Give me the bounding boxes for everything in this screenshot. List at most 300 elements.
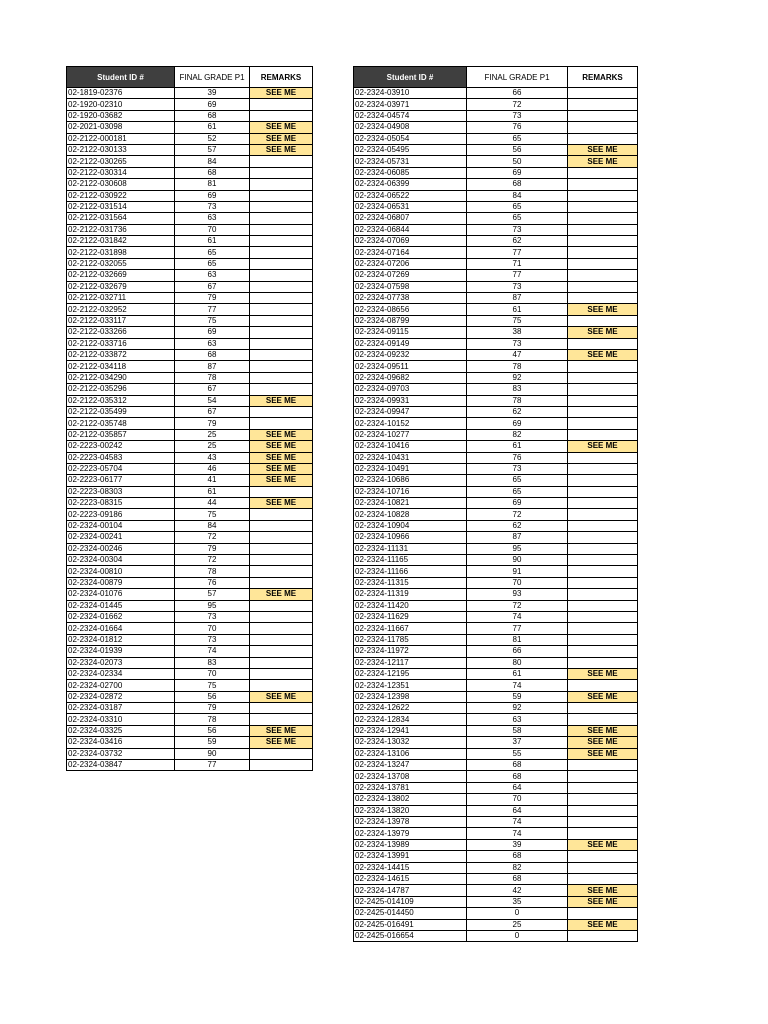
remarks-cell xyxy=(568,589,638,600)
table-row xyxy=(354,236,638,247)
remarks-cell xyxy=(250,418,313,429)
final-grade-cell: 73 xyxy=(467,110,568,121)
remarks-cell xyxy=(568,88,638,99)
final-grade-cell: 73 xyxy=(175,201,250,212)
table-row xyxy=(354,862,638,873)
final-grade-cell: 68 xyxy=(175,167,250,178)
final-grade-cell: 68 xyxy=(467,851,568,862)
table-row xyxy=(67,475,313,486)
table-row xyxy=(354,885,638,896)
student-id-cell: 02-1920-02310 xyxy=(67,99,175,110)
table-row xyxy=(67,532,313,543)
student-id-cell: 02-2324-07206 xyxy=(354,258,467,269)
remarks-cell xyxy=(250,315,313,326)
remarks-cell: SEE ME xyxy=(568,839,638,850)
student-id-cell: 02-2122-032952 xyxy=(67,304,175,315)
student-id-cell: 02-2324-13106 xyxy=(354,748,467,759)
remarks-cell: SEE ME xyxy=(568,144,638,155)
remarks-cell xyxy=(250,486,313,497)
table-row xyxy=(67,429,313,440)
table-row xyxy=(354,646,638,657)
table-body-right xyxy=(354,88,638,942)
final-grade-cell: 39 xyxy=(467,839,568,850)
student-id-cell: 02-2425-016491 xyxy=(354,919,467,930)
remarks-cell xyxy=(568,372,638,383)
remarks-cell xyxy=(568,532,638,543)
student-id-cell: 02-2324-10686 xyxy=(354,475,467,486)
final-grade-cell: 87 xyxy=(467,532,568,543)
final-grade-cell: 84 xyxy=(175,520,250,531)
remarks-cell xyxy=(568,623,638,634)
final-grade-cell: 56 xyxy=(175,725,250,736)
final-grade-cell: 66 xyxy=(467,646,568,657)
student-id-cell: 02-2324-07269 xyxy=(354,270,467,281)
remarks-cell: SEE ME xyxy=(250,475,313,486)
final-grade-cell: 83 xyxy=(467,384,568,395)
final-grade-cell: 64 xyxy=(467,782,568,793)
student-id-cell: 02-2324-14787 xyxy=(354,885,467,896)
final-grade-cell: 76 xyxy=(467,452,568,463)
final-grade-cell: 61 xyxy=(467,304,568,315)
student-id-cell: 02-2324-05054 xyxy=(354,133,467,144)
remarks-cell xyxy=(568,315,638,326)
student-id-cell: 02-2122-031564 xyxy=(67,213,175,224)
student-id-cell: 02-2324-09931 xyxy=(354,395,467,406)
table-row xyxy=(67,190,313,201)
student-id-cell: 02-2324-04908 xyxy=(354,122,467,133)
table-row xyxy=(354,817,638,828)
student-id-cell: 02-2324-02073 xyxy=(67,657,175,668)
remarks-cell: SEE ME xyxy=(250,589,313,600)
remarks-cell xyxy=(568,281,638,292)
remarks-cell xyxy=(568,406,638,417)
final-grade-cell: 67 xyxy=(175,384,250,395)
student-id-cell: 02-2122-034290 xyxy=(67,372,175,383)
table-row xyxy=(67,236,313,247)
student-id-cell: 02-2324-11131 xyxy=(354,543,467,554)
student-id-cell: 02-2324-10491 xyxy=(354,463,467,474)
student-id-cell: 02-2324-04574 xyxy=(354,110,467,121)
remarks-cell xyxy=(568,99,638,110)
final-grade-cell: 81 xyxy=(467,634,568,645)
student-id-cell: 02-2122-030608 xyxy=(67,179,175,190)
final-grade-cell: 61 xyxy=(467,668,568,679)
student-id-cell: 02-2122-035499 xyxy=(67,406,175,417)
table-row xyxy=(67,668,313,679)
remarks-cell xyxy=(250,714,313,725)
table-row xyxy=(354,851,638,862)
table-row xyxy=(67,543,313,554)
remarks-cell xyxy=(568,714,638,725)
table-row xyxy=(67,281,313,292)
final-grade-cell: 82 xyxy=(467,429,568,440)
remarks-cell xyxy=(568,543,638,554)
student-id-cell: 02-2122-030133 xyxy=(67,144,175,155)
table-row xyxy=(354,179,638,190)
remarks-cell: SEE ME xyxy=(568,885,638,896)
final-grade-cell: 75 xyxy=(175,315,250,326)
remarks-cell xyxy=(250,543,313,554)
remarks-cell xyxy=(250,668,313,679)
remarks-cell xyxy=(568,247,638,258)
remarks-cell xyxy=(250,703,313,714)
final-grade-cell: 57 xyxy=(175,144,250,155)
table-row xyxy=(354,623,638,634)
student-id-cell: 02-2324-03971 xyxy=(354,99,467,110)
student-id-cell: 02-2324-08799 xyxy=(354,315,467,326)
table-row xyxy=(354,258,638,269)
remarks-cell xyxy=(568,851,638,862)
remarks-cell xyxy=(250,179,313,190)
table-row xyxy=(354,839,638,850)
student-id-cell: 02-2122-033117 xyxy=(67,315,175,326)
student-id-cell: 02-2324-03910 xyxy=(354,88,467,99)
final-grade-cell: 41 xyxy=(175,475,250,486)
table-row xyxy=(67,258,313,269)
table-row xyxy=(354,805,638,816)
remarks-cell xyxy=(568,122,638,133)
final-grade-cell: 42 xyxy=(467,885,568,896)
table-row xyxy=(67,201,313,212)
table-row xyxy=(354,657,638,668)
table-row xyxy=(354,338,638,349)
student-id-cell: 02-2223-08315 xyxy=(67,498,175,509)
final-grade-cell: 83 xyxy=(175,657,250,668)
remarks-cell: SEE ME xyxy=(250,737,313,748)
table-row xyxy=(67,349,313,360)
final-grade-cell: 68 xyxy=(467,760,568,771)
table-row xyxy=(67,167,313,178)
final-grade-cell: 56 xyxy=(175,691,250,702)
remarks-cell: SEE ME xyxy=(250,498,313,509)
remarks-cell xyxy=(250,372,313,383)
final-grade-cell: 65 xyxy=(175,258,250,269)
remarks-cell xyxy=(568,646,638,657)
final-grade-cell: 62 xyxy=(467,520,568,531)
student-id-cell: 02-2324-11165 xyxy=(354,555,467,566)
final-grade-cell: 73 xyxy=(467,338,568,349)
student-id-cell: 02-2324-12941 xyxy=(354,725,467,736)
final-grade-cell: 62 xyxy=(467,406,568,417)
table-row xyxy=(354,714,638,725)
final-grade-cell: 92 xyxy=(467,703,568,714)
remarks-cell xyxy=(568,452,638,463)
student-id-cell: 02-2324-10431 xyxy=(354,452,467,463)
remarks-cell: SEE ME xyxy=(250,441,313,452)
final-grade-cell: 39 xyxy=(175,88,250,99)
table-row xyxy=(354,384,638,395)
student-id-cell: 02-2324-01939 xyxy=(67,646,175,657)
table-row xyxy=(354,873,638,884)
student-id-cell: 02-2324-09115 xyxy=(354,327,467,338)
student-id-cell: 02-2122-031514 xyxy=(67,201,175,212)
table-row xyxy=(67,144,313,155)
remarks-cell xyxy=(250,577,313,588)
student-id-cell: 02-2122-000181 xyxy=(67,133,175,144)
table-row xyxy=(67,304,313,315)
table-row xyxy=(67,247,313,258)
student-id-cell: 02-2324-14415 xyxy=(354,862,467,873)
student-id-cell: 02-2122-033872 xyxy=(67,349,175,360)
table-row xyxy=(354,771,638,782)
table-row xyxy=(67,293,313,304)
final-grade-cell: 57 xyxy=(175,589,250,600)
remarks-cell xyxy=(568,509,638,520)
table-row xyxy=(67,99,313,110)
table-row xyxy=(354,372,638,383)
student-id-cell: 02-2324-01664 xyxy=(67,623,175,634)
student-id-cell: 02-2324-00879 xyxy=(67,577,175,588)
final-grade-cell: 92 xyxy=(467,372,568,383)
student-id-cell: 02-2324-09947 xyxy=(354,406,467,417)
final-grade-cell: 63 xyxy=(175,338,250,349)
student-id-cell: 02-2324-10416 xyxy=(354,441,467,452)
table-row xyxy=(354,167,638,178)
grades-table-right xyxy=(353,66,638,942)
remarks-cell xyxy=(568,566,638,577)
table-body-left xyxy=(67,88,313,771)
final-grade-cell: 44 xyxy=(175,498,250,509)
remarks-cell xyxy=(250,293,313,304)
student-id-cell: 02-2324-06399 xyxy=(354,179,467,190)
student-id-cell: 02-2324-01662 xyxy=(67,611,175,622)
table-row xyxy=(354,304,638,315)
final-grade-cell: 52 xyxy=(175,133,250,144)
student-id-cell: 02-2324-12351 xyxy=(354,680,467,691)
student-id-cell: 02-2324-11667 xyxy=(354,623,467,634)
remarks-cell xyxy=(568,930,638,941)
final-grade-cell: 74 xyxy=(467,828,568,839)
student-id-cell: 02-2324-09703 xyxy=(354,384,467,395)
table-row xyxy=(67,372,313,383)
student-id-cell: 02-2223-06177 xyxy=(67,475,175,486)
table-row xyxy=(354,896,638,907)
table-row xyxy=(67,315,313,326)
remarks-cell: SEE ME xyxy=(568,668,638,679)
student-id-cell: 02-2324-10966 xyxy=(354,532,467,543)
final-grade-cell: 65 xyxy=(467,486,568,497)
student-id-cell: 02-2223-05704 xyxy=(67,463,175,474)
remarks-cell xyxy=(568,213,638,224)
header-student-id: Student ID # xyxy=(67,67,175,88)
remarks-cell xyxy=(250,190,313,201)
remarks-cell xyxy=(250,236,313,247)
final-grade-cell: 68 xyxy=(175,110,250,121)
table-row xyxy=(354,429,638,440)
student-id-cell: 02-2324-06085 xyxy=(354,167,467,178)
remarks-cell xyxy=(250,258,313,269)
student-id-cell: 02-2324-01445 xyxy=(67,600,175,611)
table-row xyxy=(67,646,313,657)
table-row xyxy=(354,828,638,839)
table-row xyxy=(354,156,638,167)
final-grade-cell: 78 xyxy=(467,361,568,372)
final-grade-cell: 59 xyxy=(175,737,250,748)
student-id-cell: 02-2122-035296 xyxy=(67,384,175,395)
student-id-cell: 02-2122-031736 xyxy=(67,224,175,235)
table-row xyxy=(67,566,313,577)
remarks-cell xyxy=(250,406,313,417)
remarks-cell xyxy=(250,361,313,372)
student-id-cell: 02-2324-13820 xyxy=(354,805,467,816)
student-id-cell: 02-2324-11629 xyxy=(354,611,467,622)
final-grade-cell: 74 xyxy=(467,817,568,828)
final-grade-cell: 80 xyxy=(467,657,568,668)
table-row xyxy=(354,293,638,304)
student-id-cell: 02-2324-00304 xyxy=(67,555,175,566)
student-id-cell: 02-2324-09511 xyxy=(354,361,467,372)
table-row xyxy=(354,794,638,805)
table-row xyxy=(354,691,638,702)
final-grade-cell: 67 xyxy=(175,406,250,417)
header-row xyxy=(354,67,638,88)
student-id-cell: 02-2122-031898 xyxy=(67,247,175,258)
student-id-cell: 02-2324-03310 xyxy=(67,714,175,725)
table-row xyxy=(67,110,313,121)
remarks-cell: SEE ME xyxy=(568,896,638,907)
remarks-cell xyxy=(250,201,313,212)
remarks-cell: SEE ME xyxy=(568,748,638,759)
final-grade-cell: 70 xyxy=(467,577,568,588)
final-grade-cell: 65 xyxy=(175,247,250,258)
final-grade-cell: 63 xyxy=(467,714,568,725)
student-id-cell: 02-2324-02700 xyxy=(67,680,175,691)
student-id-cell: 02-2324-12834 xyxy=(354,714,467,725)
remarks-cell xyxy=(250,748,313,759)
remarks-cell xyxy=(250,623,313,634)
student-id-cell: 02-2324-06522 xyxy=(354,190,467,201)
table-row xyxy=(67,691,313,702)
student-id-cell: 02-2425-014109 xyxy=(354,896,467,907)
table-row xyxy=(67,463,313,474)
table-row xyxy=(354,919,638,930)
remarks-cell xyxy=(250,110,313,121)
final-grade-cell: 90 xyxy=(175,748,250,759)
table-row xyxy=(354,532,638,543)
final-grade-cell: 66 xyxy=(467,88,568,99)
final-grade-cell: 65 xyxy=(467,213,568,224)
remarks-cell xyxy=(568,657,638,668)
final-grade-cell: 78 xyxy=(175,372,250,383)
student-id-cell: 02-2324-03732 xyxy=(67,748,175,759)
remarks-cell xyxy=(568,338,638,349)
final-grade-cell: 81 xyxy=(175,179,250,190)
final-grade-cell: 72 xyxy=(467,99,568,110)
table-row xyxy=(354,589,638,600)
remarks-cell xyxy=(568,167,638,178)
student-id-cell: 02-2324-07069 xyxy=(354,236,467,247)
remarks-cell xyxy=(568,600,638,611)
remarks-cell xyxy=(250,600,313,611)
student-id-cell: 02-2324-00241 xyxy=(67,532,175,543)
final-grade-cell: 74 xyxy=(467,680,568,691)
final-grade-cell: 69 xyxy=(175,190,250,201)
remarks-cell xyxy=(568,908,638,919)
table-row xyxy=(67,657,313,668)
final-grade-cell: 91 xyxy=(467,566,568,577)
remarks-cell xyxy=(568,873,638,884)
remarks-cell xyxy=(568,201,638,212)
final-grade-cell: 55 xyxy=(467,748,568,759)
table-row xyxy=(354,782,638,793)
final-grade-cell: 77 xyxy=(467,270,568,281)
final-grade-cell: 70 xyxy=(175,224,250,235)
final-grade-cell: 0 xyxy=(467,908,568,919)
final-grade-cell: 95 xyxy=(175,600,250,611)
student-id-cell: 02-2122-035748 xyxy=(67,418,175,429)
final-grade-cell: 84 xyxy=(467,190,568,201)
final-grade-cell: 73 xyxy=(175,634,250,645)
final-grade-cell: 87 xyxy=(175,361,250,372)
final-grade-cell: 54 xyxy=(175,395,250,406)
remarks-cell: SEE ME xyxy=(568,737,638,748)
student-id-cell: 02-2324-11319 xyxy=(354,589,467,600)
student-id-cell: 02-2324-13802 xyxy=(354,794,467,805)
table-row xyxy=(354,668,638,679)
student-id-cell: 02-2122-033266 xyxy=(67,327,175,338)
student-id-cell: 02-2324-03187 xyxy=(67,703,175,714)
final-grade-cell: 73 xyxy=(467,463,568,474)
table-row xyxy=(67,760,313,771)
final-grade-cell: 43 xyxy=(175,452,250,463)
student-id-cell: 02-2324-13781 xyxy=(354,782,467,793)
table-row xyxy=(67,133,313,144)
final-grade-cell: 65 xyxy=(467,201,568,212)
student-id-cell: 02-2324-13978 xyxy=(354,817,467,828)
final-grade-cell: 73 xyxy=(467,224,568,235)
remarks-cell: SEE ME xyxy=(568,349,638,360)
student-id-cell: 02-2324-13247 xyxy=(354,760,467,771)
table-row xyxy=(354,144,638,155)
remarks-cell xyxy=(568,418,638,429)
remarks-cell xyxy=(568,384,638,395)
table-row xyxy=(354,577,638,588)
student-id-cell: 02-2324-09232 xyxy=(354,349,467,360)
remarks-cell xyxy=(250,338,313,349)
remarks-cell xyxy=(568,577,638,588)
final-grade-cell: 69 xyxy=(467,418,568,429)
student-id-cell: 02-2324-01812 xyxy=(67,634,175,645)
final-grade-cell: 74 xyxy=(175,646,250,657)
table-row xyxy=(354,88,638,99)
final-grade-cell: 70 xyxy=(175,668,250,679)
remarks-cell: SEE ME xyxy=(250,452,313,463)
student-id-cell: 02-2223-00242 xyxy=(67,441,175,452)
final-grade-cell: 87 xyxy=(467,293,568,304)
student-id-cell: 02-2324-11315 xyxy=(354,577,467,588)
remarks-cell xyxy=(568,179,638,190)
table-row xyxy=(354,349,638,360)
table-row xyxy=(67,623,313,634)
final-grade-cell: 62 xyxy=(467,236,568,247)
table-row xyxy=(354,463,638,474)
remarks-cell xyxy=(250,634,313,645)
table-row xyxy=(67,406,313,417)
table-row xyxy=(67,486,313,497)
table-row xyxy=(354,725,638,736)
final-grade-cell: 75 xyxy=(467,315,568,326)
student-id-cell: 02-2324-09682 xyxy=(354,372,467,383)
final-grade-cell: 73 xyxy=(175,611,250,622)
student-id-cell: 02-2324-10152 xyxy=(354,418,467,429)
remarks-cell xyxy=(568,862,638,873)
student-id-cell: 02-2324-00246 xyxy=(67,543,175,554)
table-row xyxy=(354,247,638,258)
remarks-cell xyxy=(250,646,313,657)
final-grade-cell: 79 xyxy=(175,293,250,304)
student-id-cell: 02-2324-10716 xyxy=(354,486,467,497)
table-row xyxy=(67,213,313,224)
